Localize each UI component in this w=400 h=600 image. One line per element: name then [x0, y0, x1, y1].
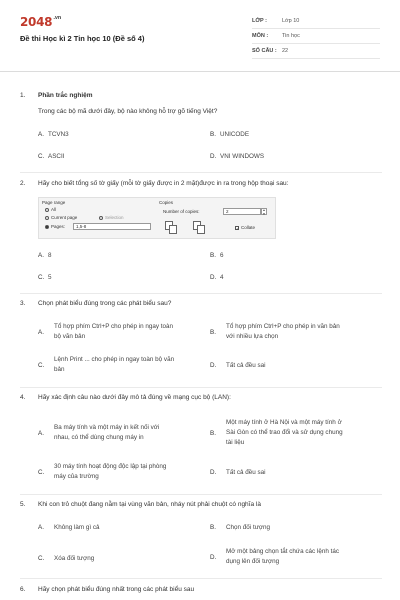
- option-a[interactable]: [38, 523, 100, 533]
- question-text: Khi con trỏ chuột đang nằm tại vùng văn bản, nháy nút phải chuột có nghĩa là: [38, 501, 261, 508]
- option-b[interactable]: [210, 322, 340, 344]
- option-b[interactable]: [210, 251, 224, 261]
- page-header: [0, 0, 400, 72]
- collate-label: Collate: [241, 225, 256, 230]
- option-text: Không làm gì cả: [54, 524, 100, 531]
- option-b[interactable]: [210, 523, 270, 533]
- question-1: [20, 92, 382, 115]
- meta-value: Lớp 10: [282, 18, 300, 24]
- collate-page-icon: [169, 225, 177, 234]
- copies-label: Copies: [159, 200, 174, 205]
- option-text: Chọn đối tượng: [226, 524, 271, 531]
- radio-icon: [45, 208, 49, 212]
- radio-icon: [45, 216, 49, 220]
- option-text-line: máy của trường: [54, 473, 99, 480]
- option-letter: B.: [210, 524, 216, 531]
- meta-class: [252, 14, 380, 29]
- option-text-line: Tổ hợp phím Ctrl+P cho phép in văn bản: [226, 323, 340, 330]
- option-letter: D.: [210, 554, 217, 561]
- page-range-label: Page range: [42, 200, 66, 205]
- option-text: 8: [48, 252, 52, 259]
- meta-key: MÔN :: [252, 33, 269, 39]
- option-text: Tất cả đều sai: [226, 362, 266, 369]
- question-4: [20, 394, 382, 401]
- option-a[interactable]: [38, 322, 173, 344]
- meta-value: 22: [282, 48, 289, 54]
- option-text: Xóa đối tượng: [54, 555, 95, 562]
- option-letter: C.: [38, 153, 45, 160]
- logo-suffix: .vn: [53, 15, 62, 21]
- divider: [20, 387, 382, 388]
- question-number: 1.: [20, 92, 26, 99]
- option-letter: D.: [210, 153, 217, 160]
- option-letter: C.: [38, 274, 45, 281]
- option-letter: C.: [38, 362, 45, 369]
- option-letter: A.: [38, 524, 44, 531]
- question-text: Hãy chọn phát biểu đúng nhất trong các phát biểu sau: [38, 586, 195, 593]
- option-a[interactable]: [38, 251, 52, 261]
- question-text: Chọn phát biểu đúng trong các phát biểu sau?: [38, 300, 172, 307]
- pages-field: 1,5-8: [73, 223, 151, 230]
- option-letter: B.: [210, 329, 216, 336]
- option-text-line: với nhiều lựa chọn: [226, 333, 279, 340]
- current-page-label: Current page: [51, 215, 78, 220]
- option-text-line: Sài Gòn có thể trao đổi và sử dụng chung: [226, 429, 343, 436]
- option-text: 4: [220, 274, 224, 281]
- radio-icon: [99, 216, 103, 220]
- option-a[interactable]: [38, 130, 69, 140]
- copies-spinner: [261, 208, 267, 215]
- meta-subject: [252, 29, 380, 44]
- spinner-down-icon: ▼: [262, 211, 266, 216]
- option-text: 5: [48, 274, 52, 281]
- question-number: 6.: [20, 586, 26, 593]
- option-d[interactable]: [210, 152, 264, 162]
- meta-key: SỐ CÂU :: [252, 48, 277, 54]
- option-b[interactable]: [210, 130, 249, 140]
- option-text-line: Mở một bảng chọn tắt chứa các lệnh tác: [226, 548, 340, 555]
- option-d[interactable]: [210, 361, 266, 371]
- question-number: 2.: [20, 180, 26, 187]
- option-text-line: nhau, có thể dùng chung máy in: [54, 434, 144, 441]
- option-letter: C.: [38, 555, 45, 562]
- option-c[interactable]: [38, 355, 174, 377]
- logo-text: 2048: [20, 15, 53, 29]
- exam-meta: [252, 14, 380, 59]
- meta-value: Tin học: [282, 33, 300, 39]
- option-text-line: Ba máy tính và một máy in kết nối với: [54, 424, 160, 431]
- question-6: [20, 586, 382, 593]
- question-text: Hãy cho biết tổng số tờ giấy (mỗi tờ giấy được in 2 mặt)được in ra trong hộp thoại sau:: [38, 180, 289, 187]
- option-letter: D.: [210, 274, 217, 281]
- num-copies-field: 2: [223, 208, 261, 215]
- option-d[interactable]: [210, 273, 224, 283]
- divider: [20, 293, 382, 294]
- spinner-up-icon: ▲: [262, 208, 266, 212]
- option-text: Tất cả đều sai: [226, 469, 266, 476]
- option-text-line: bộ văn bản: [54, 333, 86, 340]
- option-text: 6: [220, 252, 224, 259]
- site-logo[interactable]: [20, 15, 61, 29]
- question-2: [20, 180, 382, 187]
- option-letter: A.: [38, 430, 44, 437]
- option-letter: B.: [210, 131, 216, 138]
- exam-title: Đề thi Học kì 2 Tin học 10 (Đề số 4): [20, 34, 145, 43]
- option-letter: A.: [38, 252, 44, 259]
- option-text: UNICODE: [220, 131, 250, 138]
- divider: [20, 494, 382, 495]
- selection-label: Selection: [105, 215, 124, 220]
- option-letter: B.: [210, 252, 216, 259]
- question-3: [20, 300, 382, 307]
- meta-count: [252, 44, 380, 59]
- divider: [20, 172, 382, 173]
- radio-selected-icon: [45, 225, 49, 229]
- option-pages: [45, 224, 65, 229]
- option-letter: A.: [38, 329, 44, 336]
- option-letter: A.: [38, 131, 44, 138]
- option-text-line: Một máy tính ở Hà Nội và một máy tính ở: [226, 419, 342, 426]
- collate-page-icon: [197, 225, 205, 234]
- option-current-page: [45, 215, 77, 220]
- option-text-line: bản: [54, 366, 65, 373]
- option-c[interactable]: [38, 152, 64, 162]
- question-text: Trong các bộ mã dưới đây, bộ nào không hỗ trợ gõ tiếng Việt?: [38, 108, 218, 115]
- question-number: 3.: [20, 300, 26, 307]
- option-letter: D.: [210, 469, 217, 476]
- option-text-line: Lệnh Print ... cho phép in ngay toàn bộ văn: [54, 356, 175, 363]
- meta-key: LỚP :: [252, 18, 267, 24]
- print-dialog-image: [38, 197, 276, 239]
- option-d[interactable]: [210, 468, 266, 478]
- checkbox-checked-icon: ✓: [236, 225, 240, 231]
- option-c[interactable]: [38, 462, 166, 484]
- option-a[interactable]: [38, 423, 159, 445]
- option-text-line: Tổ hợp phím Ctrl+P cho phép in ngay toàn: [54, 323, 174, 330]
- option-all: [45, 207, 56, 212]
- option-selection: [99, 215, 124, 220]
- question-section-title: Phần trắc nghiệm: [38, 92, 93, 99]
- option-letter: C.: [38, 469, 45, 476]
- divider: [20, 578, 382, 579]
- option-letter: D.: [210, 362, 217, 369]
- option-text: TCVN3: [48, 131, 69, 138]
- all-label: All: [51, 207, 57, 212]
- num-copies-label: Number of copies:: [163, 209, 200, 214]
- option-text: ASCII: [48, 153, 65, 160]
- question-number: 4.: [20, 394, 26, 401]
- option-text-line: tài liệu: [226, 439, 245, 446]
- option-text: VNI WINDOWS: [220, 153, 265, 160]
- collate-option: [235, 225, 255, 230]
- option-text-line: dụng lên đối tượng: [226, 558, 280, 565]
- question-number: 5.: [20, 501, 26, 508]
- option-d[interactable]: [210, 547, 339, 569]
- option-c[interactable]: [38, 273, 52, 283]
- question-text: Hãy xác định câu nào dưới đây mô tả đúng về mạng cục bộ (LAN):: [38, 394, 231, 401]
- question-5: [20, 501, 382, 508]
- pages-label: Pages:: [51, 224, 66, 229]
- option-b[interactable]: [210, 418, 343, 450]
- option-letter: B.: [210, 430, 216, 437]
- option-c[interactable]: [38, 554, 94, 564]
- option-text-line: 30 máy tính hoạt động độc lập tại phòng: [54, 463, 167, 470]
